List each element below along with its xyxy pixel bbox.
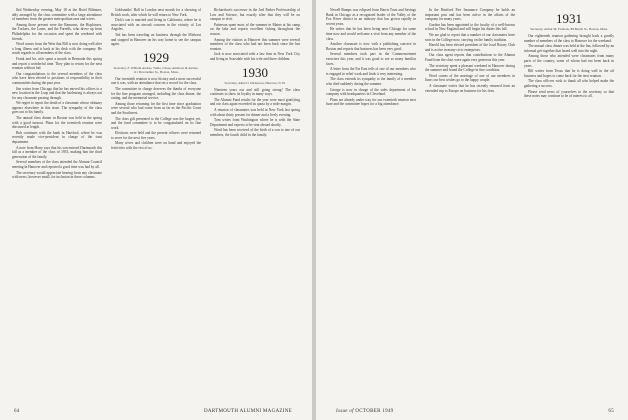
year-heading: 1931 — [556, 11, 582, 26]
page-number: 65 — [608, 409, 614, 414]
column-left-3: Richardson's successor in the Joel Parker Professorship of Law and Science, but exactly after that they will be on campus to visit. Patterson spent most of the summer in Maine at his camp on the lake and reports excellent fishing throughout the season. Among the visitors to Hanover this summer were several members of the class who had not been back since the last reunion. Jack is now associated with a law firm in New York City and living in Scarsdale with his wife and three children. 1930 Secretary, Albert I. Dickerson, Hanover, N. H. Nineteen years out and still going strong! The class continues to show its loyalty in many ways. The Alumni Fund results for the year were most gratifying and our class again exceeded its quota by a wide margin. A reunion of classmates was held in New York last spring with about thirty present for dinner and a lively evening. Tom writes from Washington where he is with the State Department and expects to be sent abroad shortly. Word has been received of the birth of a son to one of our members, the fourth child in the family. — [210, 8, 300, 137]
issue-date: OCTOBER 1949 — [355, 409, 394, 414]
magazine-title: DARTMOUTH ALUMNI MAGAZINE — [203, 409, 292, 414]
secretary-line: Secretary, Arthur M. Frohock, 89 Beach St., Boston, Mass. — [530, 27, 608, 31]
column-left-1: lled Wednesday evening, May 18 at the Hotel Biltmore, ably arranged by the class committee with a large attendance of members from the greater metropolitan area and wives. Among those present were the Ransoms, the Hopkinses, the Tuckers, the Lanes, and the Farrells, who drove up from Philadelphia for the occasion and spent the weekend with friends. Word comes from the West that Bill is now doing well after a long illness and is back at his desk with the company. He sends regards to all members of the class. Frank and his wife spent a month in Bermuda this spring and report a wonderful time. They plan to return for the next reunion without fail. Our congratulations to the several members of the class who have been elected to positions of responsibility in their communities during the past year. Jim writes from Chicago that he has moved his offices to a new location in the Loop and that the latchstring is always out for any classmate passing through. We regret to report the death of a classmate whose obituary appears elsewhere in this issue. The sympathy of the class goes out to his family. The annual class dinner in Boston was held in the spring with a good turnout. Plans for the twentieth reunion were discussed at length. Bob continues with the bank in Hartford, where he was recently made vice-president in charge of the trust department. A note from Harry says that his son entered Dartmouth this fall as a member of the class of 1953, making him the third generation of the family. Several members of the class attended the Alumni Council meeting in Hanover and reported a good time was had by all. The secretary would appreciate hearing from any classmate with news, however small, for inclusion in these columns. — [12, 8, 102, 180]
column-left-2: Goldsmiths' Hall in London next month for a showing of British work, after which he will return to New York. Dick's son is married and living in California, where he is associated with an aircraft concern in the vicinity of Los Angeles. Ted has been traveling on business through the Midwest and stopped in Hanover on his way home to see the campus again. 1929 Secretary, F. William Andres, Tuttle, Chase, Ambrose & Andres, 111 Devonshire St., Boston, Mass. Our twentieth reunion is now history and a most successful one it was, with an attendance that set a record for the class. The committee in charge deserves the thanks of everyone for the fine program arranged, including the class dinner, the outing, and the memorial service. Among those returning for the first time since graduation were several who had come from as far as the Pacific Coast and the Southwest. The class gift presented to the College was the largest yet, and the fund committee is to be congratulated on its fine work. Elections were held and the present officers were returned to serve for the next five years. Many wives and children were on hand and enjoyed the festivities with the rest of us. — [111, 8, 201, 151]
year-heading: 1929 — [143, 49, 169, 65]
left-page — [0, 0, 312, 420]
column-right-3: 1931 Secretary, Arthur M. Frohock, 89 Beach St., Boston, Mass. Our eighteenth reunion gathering brought back a goodly number of members of the class to Hanover for the weekend. The annual class dinner was held at the Inn, followed by an informal get-together that lasted well into the night. Among those who attended were classmates from many parts of the country, some of whom had not been back in years. Bill writes from Texas that he is doing well in the oil business and hopes to come back for the next reunion. The class officers wish to thank all who helped make the gathering a success. Please send news of yourselves to the secretary so that these notes may continue to be of interest to all. — [524, 11, 614, 99]
issue-line — [316, 409, 628, 414]
column-right-1: Newell Bumps was eclipsed from Harris Trust and Savings Bank in Chicago as a recognized leader of the Valley of the Fox River district in an industry that has grown rapidly in recent years. He writes that he has been living near Chicago for some time now and would welcome a visit from any member of the class. Another classmate is now with a publishing concern in Boston and reports that business has been very good. Several members took part in the Commencement exercises this year, and it was good to see so many familiar faces. A letter from the Far East tells of one of our members who is engaged in relief work and finds it very interesting. The class extends its sympathy to the family of a member who died suddenly during the summer. George is now in charge of the sales department of his company with headquarters in Cleveland. Plans are already under way for our twentieth reunion next June and the committee hopes for a big attendance. — [326, 8, 416, 107]
year-heading: 1930 — [242, 64, 268, 80]
secretary-line: Secretary, F. William Andres, Tuttle, Chase, Ambrose & Andres, 111 Devonshire St., Boston, Mass. — [113, 65, 199, 74]
secretary-line: Secretary, Albert I. Dickerson, Hanover, N. H. — [224, 80, 286, 85]
issue-prefix: Issue of — [336, 409, 354, 414]
page-number: 64 — [14, 409, 20, 414]
column-right-2: In the Hartford Fire Insurance Company he holds an important post and has been active in the affairs of the company for many years. Gordon has been appointed to the faculty of a well-known school in New England and will begin his duties this fall. We are glad to report that a number of our classmates have sons in the College now, carrying on the family tradition. Harold has been elected president of the local Rotary Club and is active in many civic enterprises. Our class agent reports that contributions to the Alumni Fund from the class were again very generous this year. The secretary spent a pleasant weekend in Hanover during the summer and found the College in fine condition. Word comes of the marriage of one of our members in June; our best wishes go to the happy couple. A classmate writes that he has recently returned from an extended trip to Europe on business for his firm. — [425, 8, 515, 93]
right-page — [316, 0, 628, 420]
